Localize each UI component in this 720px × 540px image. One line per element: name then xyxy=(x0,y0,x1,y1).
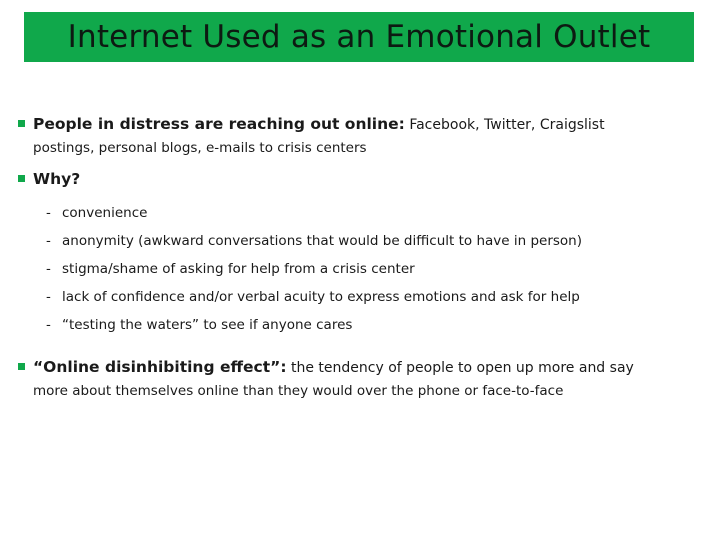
bullet-lead: People in distress are reaching out online: xyxy=(33,115,405,133)
bullet-distress-online xyxy=(18,112,708,158)
dash-marker: - xyxy=(46,261,51,277)
reason-text: convenience xyxy=(62,205,148,221)
reason-item xyxy=(46,199,708,227)
slide-title: Internet Used as an Emotional Outlet xyxy=(67,19,651,55)
reason-text: lack of confidence and/or verbal acuity to express emotions and ask for help xyxy=(62,289,580,305)
dash-marker: - xyxy=(46,233,51,249)
bullet-text-continuation: more about themselves online than they would over the phone or face-to-face xyxy=(33,383,564,399)
square-bullet-icon xyxy=(18,363,25,370)
reason-text: stigma/shame of asking for help from a crisis center xyxy=(62,261,415,277)
bullet-why xyxy=(18,167,708,193)
reason-item xyxy=(46,283,708,311)
reason-item xyxy=(46,255,708,283)
reasons-list xyxy=(18,199,708,339)
dash-marker: - xyxy=(46,289,51,305)
dash-marker: - xyxy=(46,317,51,333)
bullet-text: the tendency of people to open up more and say xyxy=(290,360,634,376)
reason-text: “testing the waters” to see if anyone cares xyxy=(62,317,353,333)
reason-item xyxy=(46,311,708,339)
dash-marker: - xyxy=(46,205,51,221)
bullet-text-continuation: postings, personal blogs, e-mails to crisis centers xyxy=(33,140,367,156)
slide-content xyxy=(18,112,708,401)
square-bullet-icon xyxy=(18,120,25,127)
bullet-text: Facebook, Twitter, Craigslist xyxy=(409,117,605,133)
reason-text: anonymity (awkward conversations that would be difficult to have in person) xyxy=(62,233,582,249)
reason-item xyxy=(46,227,708,255)
square-bullet-icon xyxy=(18,175,25,182)
title-bar xyxy=(24,12,694,62)
bullet-disinhibiting-effect xyxy=(18,355,708,401)
bullet-lead: “Online disinhibiting effect”: xyxy=(33,358,287,376)
bullet-lead: Why? xyxy=(33,170,81,188)
